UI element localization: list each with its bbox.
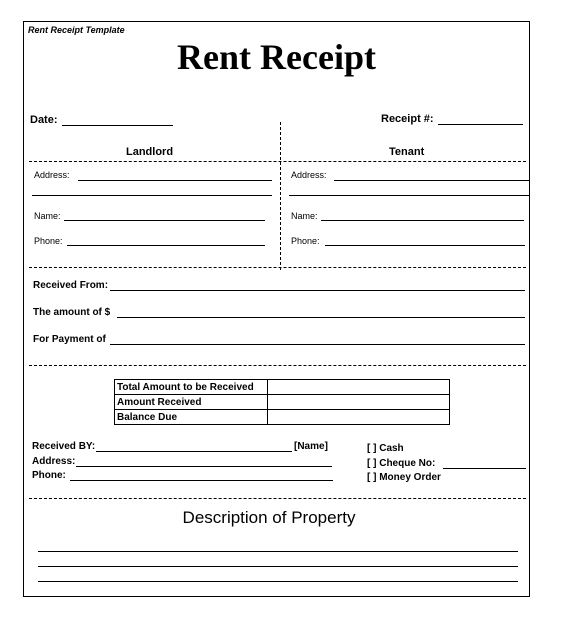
page-title: Rent Receipt <box>177 37 376 77</box>
receiver-address-field[interactable] <box>76 466 332 467</box>
tenant-phone-label: Phone: <box>291 236 320 246</box>
receiver-phone-label: Phone: <box>32 470 66 481</box>
amount-label: The amount of $ <box>33 307 111 318</box>
amount-received-value[interactable] <box>268 395 450 410</box>
tenant-address-field-2[interactable] <box>289 195 529 196</box>
money-order-option[interactable]: [ ] Money Order <box>367 472 441 483</box>
template-label: Rent Receipt Template <box>28 25 125 35</box>
totals-table <box>114 379 450 425</box>
tenant-phone-field[interactable] <box>325 245 525 246</box>
received-by-field[interactable] <box>96 451 292 452</box>
landlord-heading: Landlord <box>126 146 174 158</box>
tenant-name-field[interactable] <box>321 220 524 221</box>
landlord-address-field[interactable] <box>78 180 272 181</box>
total-to-receive-value[interactable] <box>268 380 450 395</box>
receiver-phone-field[interactable] <box>70 480 333 481</box>
landlord-name-label: Name: <box>34 211 61 221</box>
amount-received-label: Amount Received <box>115 395 268 410</box>
section-divider <box>29 365 526 366</box>
description-line-3[interactable] <box>38 581 518 582</box>
table-row <box>115 395 450 410</box>
description-line-2[interactable] <box>38 566 518 567</box>
date-label: Date: <box>30 114 58 126</box>
tenant-address-label: Address: <box>291 170 327 180</box>
received-by-label: Received BY: <box>32 441 96 452</box>
receiver-address-label: Address: <box>32 456 76 467</box>
receipt-number-label: Receipt #: <box>381 113 434 125</box>
description-heading: Description of Property <box>182 508 356 527</box>
receipt-number-field[interactable] <box>438 124 523 125</box>
landlord-address-field-2[interactable] <box>32 195 272 196</box>
description-line-1[interactable] <box>38 551 518 552</box>
section-divider <box>29 161 526 162</box>
total-to-receive-label: Total Amount to be Received <box>115 380 268 395</box>
amount-field[interactable] <box>117 317 525 318</box>
date-field[interactable] <box>62 125 173 126</box>
balance-due-label: Balance Due <box>115 410 268 425</box>
tenant-address-field[interactable] <box>334 180 529 181</box>
section-divider <box>29 267 526 268</box>
receipt-form <box>23 21 530 597</box>
landlord-phone-label: Phone: <box>34 236 63 246</box>
for-payment-label: For Payment of <box>33 334 106 345</box>
cheque-option[interactable]: [ ] Cheque No: <box>367 458 436 469</box>
name-tag: [Name] <box>294 441 328 452</box>
tenant-name-label: Name: <box>291 211 318 221</box>
landlord-name-field[interactable] <box>64 220 265 221</box>
tenant-heading: Tenant <box>389 146 425 158</box>
cheque-number-field[interactable] <box>443 468 526 469</box>
table-row <box>115 380 450 395</box>
column-divider <box>280 122 281 270</box>
landlord-address-label: Address: <box>34 170 70 180</box>
balance-due-value[interactable] <box>268 410 450 425</box>
received-from-label: Received From: <box>33 280 109 291</box>
section-divider <box>29 498 526 499</box>
landlord-phone-field[interactable] <box>67 245 265 246</box>
for-payment-field[interactable] <box>110 344 525 345</box>
received-from-field[interactable] <box>110 290 525 291</box>
cash-option[interactable]: [ ] Cash <box>367 443 404 454</box>
table-row <box>115 410 450 425</box>
